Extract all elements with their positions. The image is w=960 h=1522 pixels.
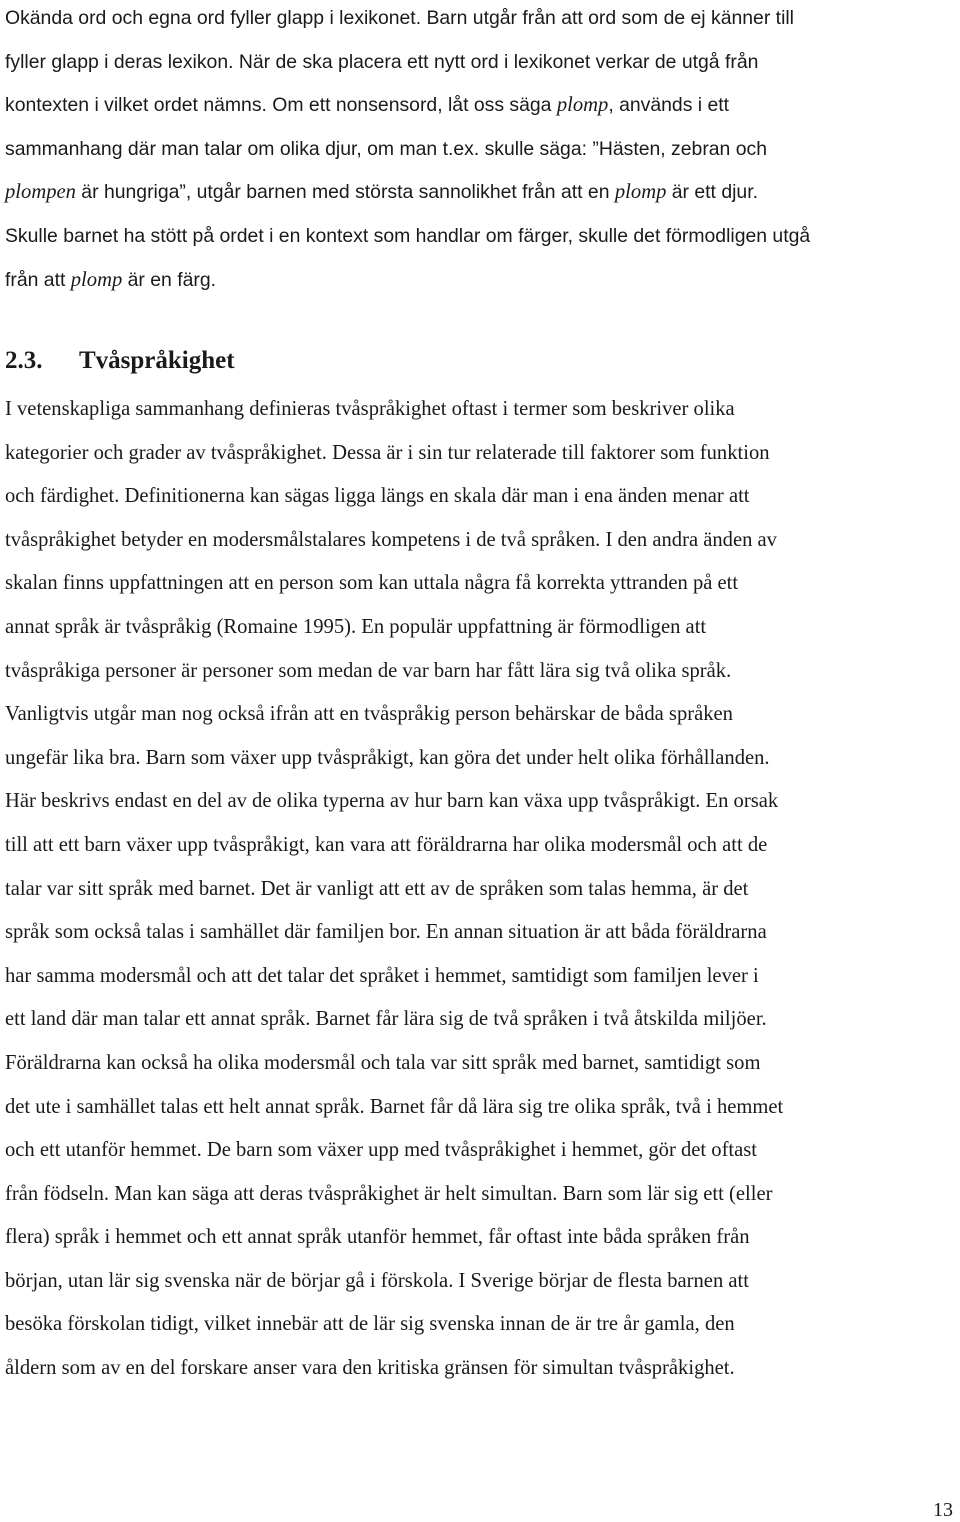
text-line: ett land där man talar ett annat språk. Barnet får lära sig de två språken i två åtskilda miljöer. — [5, 1008, 767, 1031]
text-line: har samma modersmål och att det talar det språket i hemmet, samtidigt som familjen lever i — [5, 964, 759, 987]
text-line — [5, 215, 957, 259]
text-run: kontexten i vilket ordet nämns. Om ett nonsensord, låt oss säga — [5, 94, 557, 117]
text-line: Här beskrivs endast en del av de olika typerna av hur barn kan växa upp tvåspråkigt. En orsak — [5, 790, 779, 813]
italic-term: plompen — [5, 181, 76, 204]
text-run: Skulle barnet ha stött på ordet i en kontext som handlar om färger, skulle det förmodligen utgå — [5, 224, 811, 247]
paragraph-bilingualism — [5, 388, 957, 1391]
page-number: 13 — [933, 1499, 953, 1521]
text-line — [5, 171, 957, 215]
section-heading — [5, 339, 235, 383]
text-line: kategorier och grader av tvåspråkighet. Dessa är i sin tur relaterade till faktorer som funktion — [5, 441, 770, 464]
text-line: ungefär lika bra. Barn som växer upp tvåspråkigt, kan göra det under helt olika förhållanden. — [5, 746, 770, 769]
text-line: från födseln. Man kan säga att deras tvåspråkighet är helt simultan. Barn som lär sig ett (eller — [5, 1182, 773, 1205]
text-line: annat språk är tvåspråkig (Romaine 1995). En populär uppfattning är förmodligen att — [5, 615, 707, 638]
text-run: är ett djur. — [666, 181, 758, 204]
text-line: språk som också talas i samhället där familjen bor. En annan situation är att båda föräldrarna — [5, 921, 767, 944]
section-title: Tvåspråkighet — [79, 347, 235, 374]
text-line: Föräldrarna kan också ha olika modersmål och tala var sitt språk med barnet, samtidigt som — [5, 1051, 761, 1074]
text-run: sammanhang där man talar om olika djur, om man t.ex. skulle säga: ”Hästen, zebran och — [5, 137, 767, 160]
text-line: åldern som av en del forskare anser vara den kritiska gränsen för simultan tvåspråkighet. — [5, 1357, 735, 1380]
text-line: och färdighet. Definitionerna kan sägas ligga längs en skala där man i ena änden menar att — [5, 485, 750, 508]
text-line — [5, 84, 957, 128]
text-line: besöka förskolan tidigt, vilket innebär att de lär sig svenska innan de är tre år gamla, den — [5, 1313, 735, 1336]
text-line: till att ett barn växer upp tvåspråkigt, kan vara att föräldrarna har olika modersmål och att de — [5, 833, 768, 856]
text-run: är hungriga”, utgår barnen med största sannolikhet från att en — [75, 181, 615, 204]
italic-term: plomp — [70, 268, 123, 291]
italic-term: plomp — [556, 94, 609, 117]
italic-term: plomp — [614, 181, 667, 204]
text-run: , används i ett — [608, 94, 730, 117]
text-line: skalan finns uppfattningen att en person som kan uttala några få korrekta yttranden på ett — [5, 572, 739, 595]
text-line — [5, 128, 957, 172]
text-line: tvåspråkighet betyder en modersmålstalares kompetens i de två språken. I den andra änden av — [5, 528, 777, 551]
text-line: flera) språk i hemmet och ett annat språk utanför hemmet, får oftast inte båda språken från — [5, 1226, 750, 1249]
text-line — [5, 0, 957, 41]
text-line: början, utan lär sig svenska när de börjar gå i förskola. I Sverige börjar de flesta barnen att — [5, 1269, 749, 1292]
text-run: är en färg. — [122, 268, 217, 291]
text-run: från att — [5, 268, 71, 291]
text-line: I vetenskapliga sammanhang definieras tvåspråkighet oftast i termer som beskriver olika — [5, 398, 735, 420]
paragraph-lexicon-gaps — [5, 0, 957, 302]
text-line — [5, 41, 957, 85]
text-line — [5, 259, 957, 303]
text-line: och ett utanför hemmet. De barn som växer upp med tvåspråkighet i hemmet, gör det oftast — [5, 1139, 758, 1162]
text-line: det ute i samhället talas ett helt annat språk. Barnet får då lära sig tre olika språk, två i hemmet — [5, 1095, 784, 1118]
text-line: tvåspråkiga personer är personer som medan de var barn har fått lära sig två olika språk. — [5, 659, 732, 682]
text-line: talar var sitt språk med barnet. Det är vanligt att ett av de språken som talas hemma, är det — [5, 877, 749, 900]
text-line: Vanligtvis utgår man nog också ifrån att en tvåspråkig person behärskar de båda språken — [5, 703, 733, 726]
text-run: Okända ord och egna ord fyller glapp i lexikonet. Barn utgår från att ord som de ej känner till — [5, 7, 794, 29]
section-number: 2.3. — [5, 347, 43, 374]
text-run: fyller glapp i deras lexikon. När de ska placera ett nytt ord i lexikonet verkar de utgå från — [5, 50, 759, 73]
